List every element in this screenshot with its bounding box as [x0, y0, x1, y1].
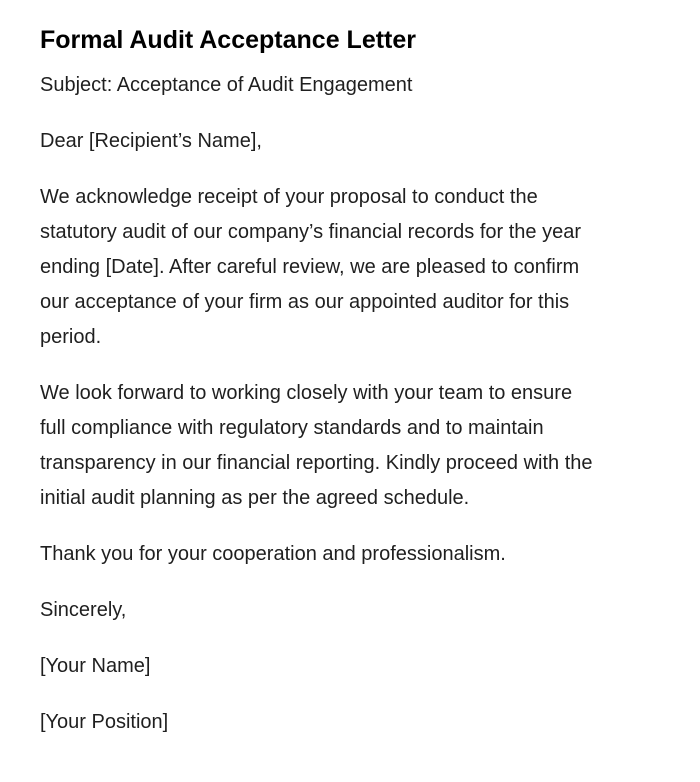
closing: Sincerely, [40, 599, 127, 621]
body-paragraph-1: We acknowledge receipt of your proposal to conduct the statutory audit of our company’s financial records for the year ending [Date]. After careful review, we are pleased to confirm our acceptance of your firm as our appointed auditor for this period. [40, 186, 582, 348]
body-paragraph-3: Thank you for your cooperation and professionalism. [40, 543, 506, 565]
body-paragraph-2: We look forward to working closely with your team to ensure full compliance with regulatory standards and to maintain transparency in our financial reporting. Kindly proceed with the initial audit planning as per the agreed schedule. [40, 382, 593, 509]
letter-document [40, 24, 598, 740]
signature-position: [Your Position] [40, 711, 169, 733]
salutation: Dear [Recipient’s Name], [40, 130, 262, 152]
subject-line: Subject: Acceptance of Audit Engagement [40, 74, 413, 96]
signature-name: [Your Name] [40, 655, 151, 677]
letter-title: Formal Audit Acceptance Letter [40, 26, 417, 54]
